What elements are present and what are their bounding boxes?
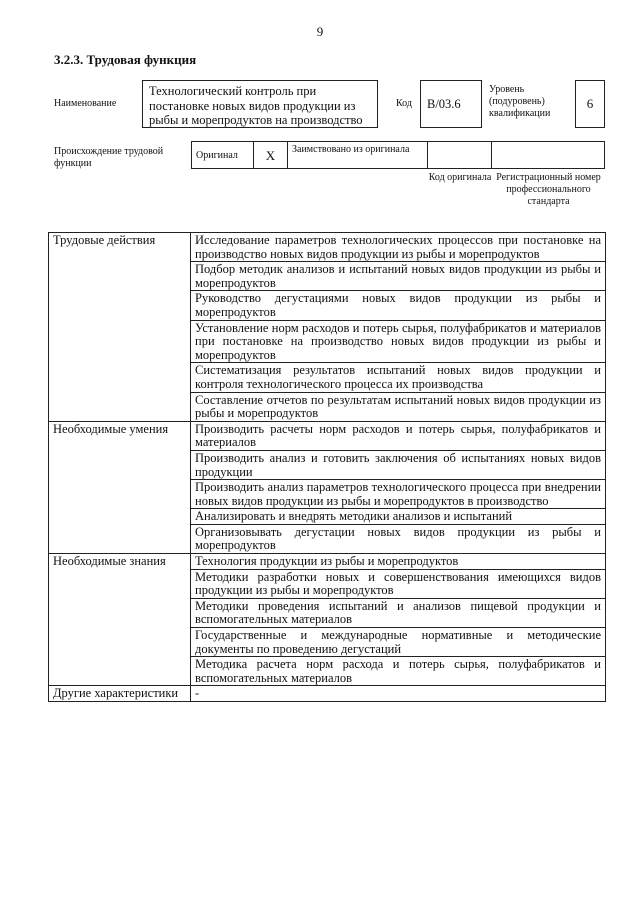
requirement-item: Государственные и международные нормативные и методические документы по проведению дегустаций (191, 628, 606, 657)
requirement-item: Организовывать дегустации новых видов продукции из рыбы и морепродуктов (191, 524, 606, 553)
code-original-label: Код оригинала (428, 172, 492, 183)
code-label: Код (396, 98, 412, 109)
category-label: Необходимые знания (49, 554, 191, 570)
category-cell-empty (49, 569, 191, 598)
requirement-item: Технология продукции из рыбы и морепродуктов (191, 554, 606, 570)
requirement-item: Систематизация результатов испытаний новых видов продукции и контроля технологического процесса их производства (191, 363, 606, 392)
origin-label: Происхождение трудовой функции (54, 146, 164, 169)
origin-code-cell (428, 142, 492, 168)
requirement-item: Производить анализ параметров технологического процесса при внедрении новых видов продукции из рыбы и морепродуктов в производство (191, 480, 606, 509)
qualification-level-label: Уровень (подуровень) квалификации (489, 84, 551, 119)
table-row (49, 598, 606, 627)
origin-reg-cell (492, 142, 604, 168)
table-row (49, 686, 606, 702)
category-cell-empty (49, 524, 191, 553)
table-row (49, 320, 606, 363)
requirement-item: Исследование параметров технологических процессов при постановке на производство новых видов продукции из рыбы и морепродуктов (191, 233, 606, 262)
requirement-item: Анализировать и внедрять методики анализов и испытаний (191, 509, 606, 525)
category-cell-empty (49, 509, 191, 525)
table-row (49, 628, 606, 657)
table-row (49, 554, 606, 570)
category-cell-empty (49, 480, 191, 509)
category-label: Другие характеристики (49, 686, 191, 702)
category-cell-empty (49, 657, 191, 686)
table-row (49, 657, 606, 686)
requirement-item: Методики разработки новых и совершенствования имеющихся видов продукции из рыбы и морепродуктов (191, 569, 606, 598)
requirement-item: Руководство дегустациями новых видов продукции из рыбы и морепродуктов (191, 291, 606, 320)
name-label: Наименование (54, 98, 117, 109)
table-row (49, 262, 606, 291)
table-row (49, 480, 606, 509)
table-row (49, 233, 606, 262)
origin-original-mark: X (254, 142, 288, 168)
qualification-level-value: 6 (575, 80, 605, 128)
table-row (49, 509, 606, 525)
page-number: 9 (316, 24, 324, 39)
table-row (49, 421, 606, 450)
requirement-item: Производить расчеты норм расходов и потерь сырья, полуфабрикатов и материалов (191, 421, 606, 450)
category-cell-empty (49, 363, 191, 392)
category-cell-empty (49, 628, 191, 657)
category-cell-empty (49, 598, 191, 627)
category-cell-empty (49, 262, 191, 291)
requirement-item: Подбор методик анализов и испытаний новых видов продукции из рыбы и морепродуктов (191, 262, 606, 291)
requirement-item: - (191, 686, 606, 702)
function-code-value: B/03.6 (420, 80, 482, 128)
table-row (49, 524, 606, 553)
requirement-item: Установление норм расходов и потерь сырья, полуфабрикатов и материалов при постановке на производство новых видов продукции из рыбы и морепродуктов (191, 320, 606, 363)
table-row (49, 569, 606, 598)
origin-row (191, 141, 605, 169)
labor-function-table (48, 232, 606, 702)
function-name-value: Технологический контроль при постановке новых видов продукции из рыбы и морепродуктов на производство (142, 80, 378, 128)
section-title: 3.2.3. Трудовая функция (54, 52, 197, 67)
table-row (49, 450, 606, 479)
table-row (49, 363, 606, 392)
table-row (49, 392, 606, 421)
category-cell-empty (49, 320, 191, 363)
origin-original-label: Оригинал (192, 142, 254, 168)
requirement-item: Методики проведения испытаний и анализов пищевой продукции и вспомогательных материалов (191, 598, 606, 627)
requirement-item: Методика расчета норм расхода и потерь сырья, полуфабрикатов и вспомогательных материалов (191, 657, 606, 686)
requirement-item: Составление отчетов по результатам испытаний новых видов продукции из рыбы и морепродуктов (191, 392, 606, 421)
table-row (49, 291, 606, 320)
category-cell-empty (49, 450, 191, 479)
category-cell-empty (49, 291, 191, 320)
registration-number-label: Регистрационный номер профессионального стандарта (496, 172, 601, 207)
origin-borrowed-label: Заимствовано из оригинала (288, 142, 428, 168)
category-cell-empty (49, 392, 191, 421)
category-label: Необходимые умения (49, 421, 191, 450)
category-label: Трудовые действия (49, 233, 191, 262)
requirement-item: Производить анализ и готовить заключения об испытаниях новых видов продукции (191, 450, 606, 479)
